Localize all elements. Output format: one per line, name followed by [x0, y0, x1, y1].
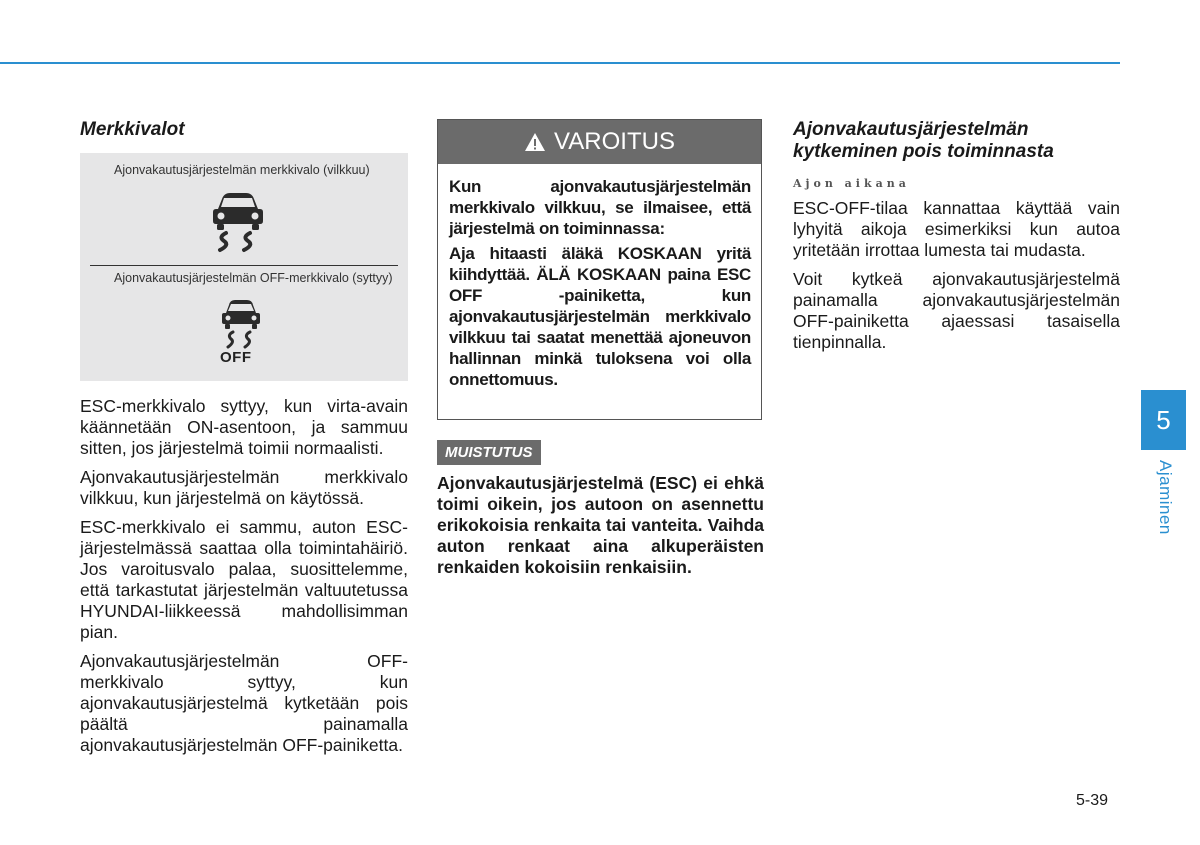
off-label: OFF [220, 349, 252, 366]
warning-body [438, 164, 761, 390]
esc-off-icon [218, 299, 264, 349]
page-number: 5-39 [1076, 792, 1109, 809]
indicator-panel [80, 153, 408, 381]
middle-column [437, 119, 764, 578]
left-paragraph-3: ESC-merkkivalo ei sammu, auton ESC-järjestelmässä saattaa olla toimintahäiriö. Jos varoitusvalo palaa, suosittelemme, että tarkastutat järjestelmän valtuutetussa HYUNDAI-liikkeessä mahdollisimman pian. [80, 517, 408, 642]
indicator-divider [90, 265, 398, 266]
left-paragraph-1: ESC-merkkivalo syttyy, kun virta-avain käännetään ON-asentoon, ja sammuu sitten, jos järjestelmä toimii normaalisti. [80, 396, 408, 458]
indicator-label-off: Ajonvakautusjärjestelmän OFF-merkkivalo (syttyy) [114, 271, 393, 285]
section-title-merkkivalot: Merkkivalot [80, 119, 185, 140]
warning-box [437, 119, 762, 420]
note-label: MUISTUTUS [437, 440, 541, 465]
right-paragraph-2: Voit kytkeä ajonvakautusjärjestelmä painamalla ajonvakautusjärjestelmän OFF-painiketta ajaessasi tasaisella tienpinnalla. [793, 269, 1120, 352]
right-paragraph-1: ESC-OFF-tilaa kannattaa käyttää vain lyhyitä aikoja esimerkiksi kun autoa yritetään irrottaa lumesta tai mudasta. [793, 198, 1120, 260]
warning-paragraph-1: Kun ajonvakautusjärjestelmän merkkivalo vilkkuu, se ilmaisee, että järjestelmä on toiminnassa: [449, 177, 751, 238]
header-rule [0, 62, 1120, 64]
esc-skid-icon [208, 191, 268, 253]
left-column [80, 115, 408, 764]
note-paragraph: Ajonvakautusjärjestelmä (ESC) ei ehkä toimi oikein, jos autoon on asennettu erikokoisia renkaita tai vanteita. Vaihda auton renkaat aina alkuperäisten renkaiden kokoisiin renkaisiin. [437, 473, 764, 577]
warning-triangle-icon [524, 132, 546, 152]
left-paragraph-4: Ajonvakautusjärjestelmän OFF-merkkivalo syttyy, kun ajonvakautusjärjestelmä kytketään pois päältä painamalla ajonvakautusjärjestelmän OFF-painiketta. [80, 651, 408, 755]
warning-paragraph-2: Aja hitaasti äläkä KOSKAAN yritä kiihdyttää. ÄLÄ KOSKAAN paina ESC OFF -painiketta, kun ajonvakautusjärjestelmän merkkivalo vilkkuu tai saatat menettää ajoneuvon hallinnan minkä tuloksena voi olla onnettomuus. [449, 244, 751, 389]
right-column [793, 115, 1120, 361]
warning-header [438, 120, 761, 164]
indicator-label-blinking: Ajonvakautusjärjestelmän merkkivalo (vilkkuu) [114, 163, 370, 177]
chapter-number-tab: 5 [1141, 390, 1186, 450]
warning-title: VAROITUS [554, 128, 675, 155]
section-title-esc-off: Ajonvakautusjärjestelmän kytkeminen pois toiminnasta [793, 119, 1054, 162]
left-paragraph-2: Ajonvakautusjärjestelmän merkkivalo vilkkuu, kun järjestelmä on käytössä. [80, 467, 408, 508]
subheading-ajon-aikana: Ajon aikana [793, 177, 910, 190]
chapter-name: Ajaminen [1156, 460, 1175, 535]
